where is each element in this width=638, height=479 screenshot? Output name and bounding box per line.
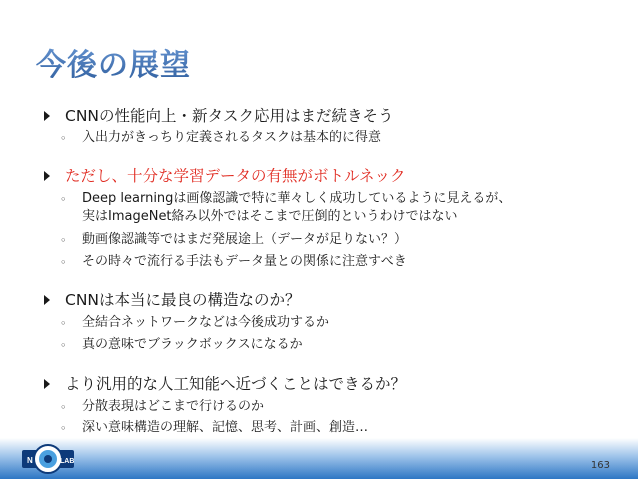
triangle-right-icon — [44, 295, 50, 305]
sub-text: 分散表現はどこまで行けるのか — [82, 399, 265, 414]
bullet-text: より汎用的な人工知能へ近づくことはできるか？ — [65, 375, 407, 393]
triangle-right-icon — [44, 171, 50, 181]
sub-marker: ◦ — [60, 339, 67, 352]
sub-marker: ◦ — [60, 256, 67, 269]
bullet-text: ただし、十分な学習データの有無がボトルネック — [65, 167, 406, 185]
sub-marker: ◦ — [60, 193, 67, 206]
lab-logo — [22, 438, 74, 479]
logo-core — [44, 455, 52, 463]
logo-right-text: LAB — [60, 458, 74, 465]
sub-text: 動画像認識等ではまだ発展途上（データが足りない？） — [82, 232, 408, 247]
sub-text: 全結合ネットワークなどは今後成功するか — [82, 315, 330, 330]
triangle-right-icon — [44, 111, 50, 121]
slide-title: 今後の展望 — [36, 40, 191, 84]
sub-marker: ◦ — [60, 132, 67, 145]
sub-text: 深い意味構造の理解、記憶、思考、計画、創造… — [82, 420, 369, 435]
logo-left-text: N — [27, 456, 33, 465]
sub-text: 真の意味でブラックボックスになるか — [82, 337, 303, 352]
sub-marker: ◦ — [60, 422, 67, 435]
sub-text: 実はImageNet絡み以外ではそこまで圧倒的というわけではない — [82, 209, 458, 224]
sub-text: 入出力がきっちり定義されるタスクは基本的に得意 — [82, 130, 382, 145]
sub-marker: ◦ — [60, 234, 67, 247]
sub-text: その時々で流行る手法もデータ量との関係に注意すべき — [82, 254, 407, 269]
footer-band — [0, 438, 638, 479]
sub-marker: ◦ — [60, 401, 67, 414]
sub-marker: ◦ — [60, 317, 67, 330]
bullet-text: CNNは本当に最良の構造なのか？ — [65, 291, 301, 309]
triangle-right-icon — [44, 379, 50, 389]
bullet-text: CNNの性能向上・新タスク応用はまだ続きそう — [65, 107, 394, 125]
sub-text: Deep learningは画像認識で特に華々しく成功しているように見えるが、 — [82, 191, 512, 206]
page-number: 163 — [590, 460, 610, 471]
